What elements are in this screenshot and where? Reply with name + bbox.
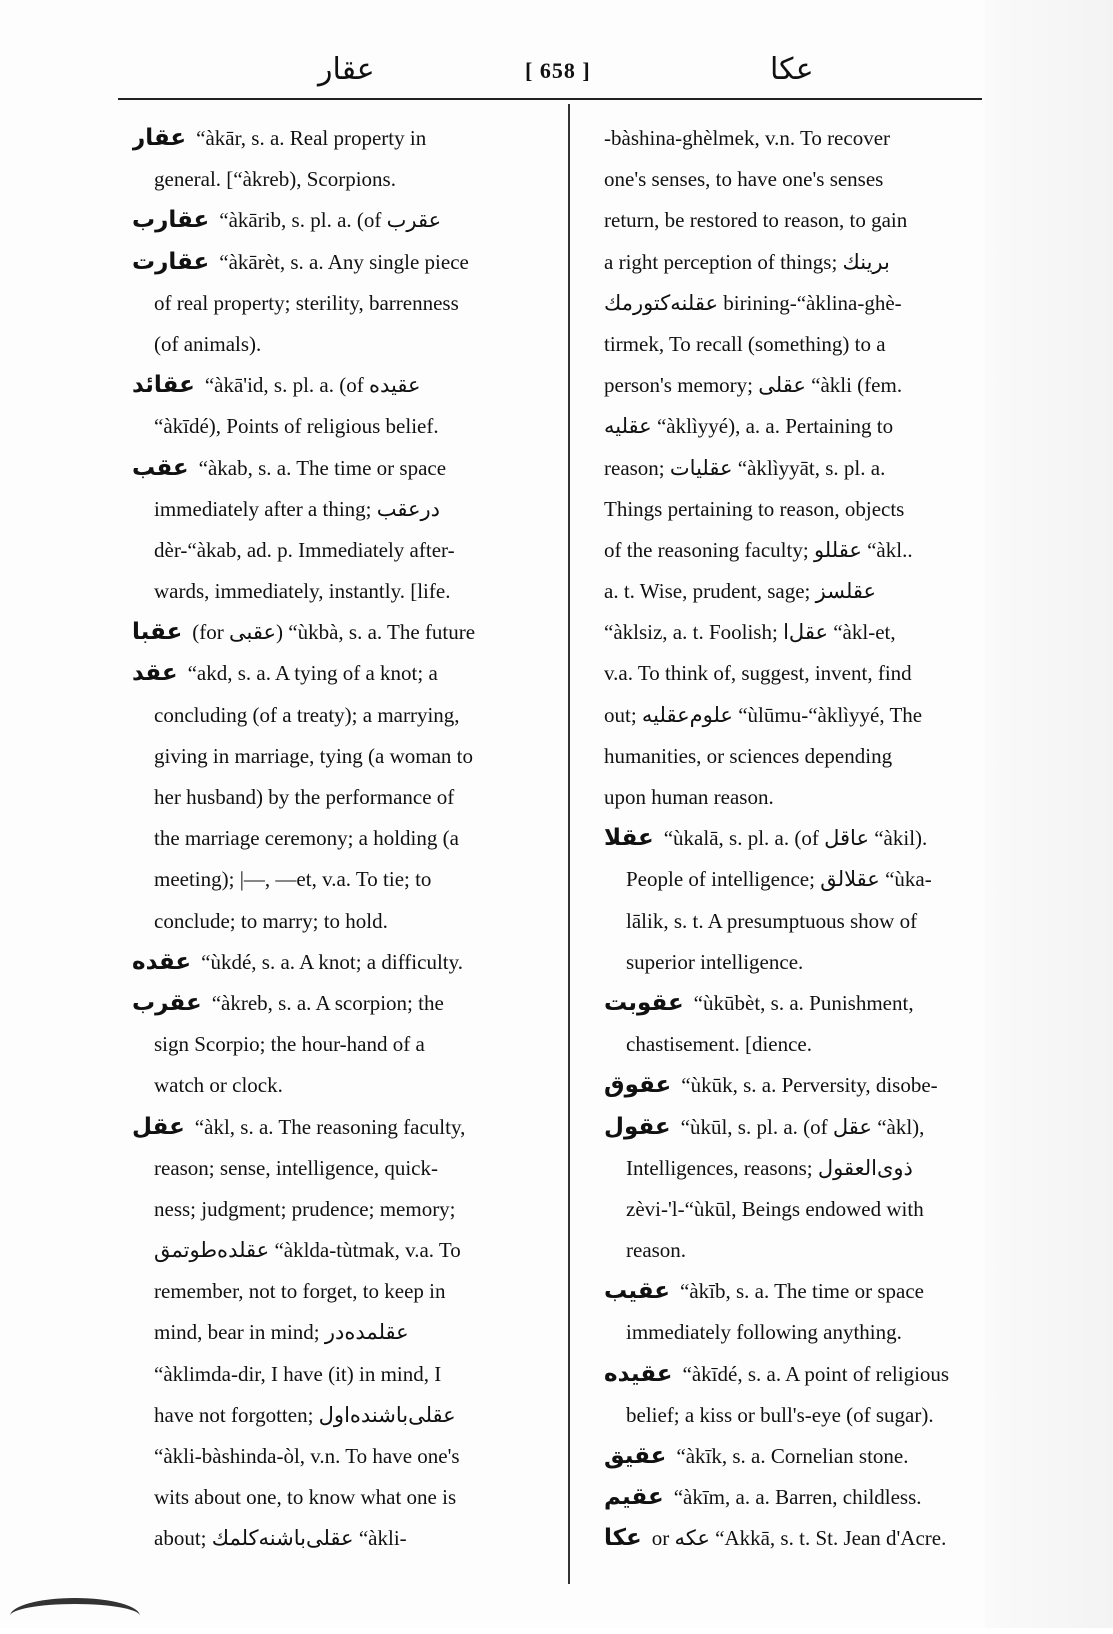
entry-text: meeting); |—, —et, v.a. To tie; to	[154, 867, 432, 892]
entry-text: “àkīk, s. a. Cornelian stone.	[676, 1444, 909, 1468]
arabic-headword: عقده	[132, 948, 192, 975]
dictionary-entry-headword-line	[132, 653, 558, 694]
dictionary-text-line	[132, 406, 558, 447]
dictionary-text-line	[132, 777, 558, 818]
header-right-catchword: عكا	[770, 52, 814, 87]
entry-text: out; علوم‌عقليه “ùlūmu-“àklìyyé, The	[604, 702, 923, 727]
dictionary-entry-headword-line	[132, 942, 558, 983]
dictionary-text-line	[604, 942, 988, 983]
arabic-headword: عقبا	[132, 619, 183, 646]
dictionary-text-line	[132, 1148, 558, 1189]
dictionary-entry-headword-line	[604, 1354, 988, 1395]
arabic-headword: عكا	[604, 1525, 642, 1552]
dictionary-text-line	[604, 1189, 988, 1230]
dictionary-text-line	[604, 365, 988, 406]
dictionary-text-line	[604, 406, 988, 447]
arabic-headword: عقول	[604, 1113, 671, 1140]
header-rule	[118, 98, 982, 100]
entry-text: “àkārib, s. pl. a. (of عقرب	[219, 208, 442, 233]
entry-text: return, be restored to reason, to gain	[604, 208, 908, 233]
dictionary-text-line	[132, 1354, 558, 1395]
dictionary-text-line	[604, 653, 988, 694]
entry-text: of the reasoning faculty; عقللو “àkl..	[604, 537, 913, 562]
arabic-headword: عقائد	[132, 372, 195, 399]
entry-text: “àkli-bàshinda-òl, v.n. To have one's	[154, 1444, 460, 1468]
dictionary-text-line	[132, 1271, 558, 1312]
dictionary-text-line	[132, 489, 558, 530]
entry-text: wits about one, to know what one is	[154, 1485, 457, 1510]
entry-text: the marriage ceremony; a holding (a	[154, 826, 459, 851]
entry-text: dèr-“àkab, ad. p. Immediately after-	[154, 537, 455, 562]
entry-text: “àkīdé, s. a. A point of religious	[682, 1361, 950, 1386]
entry-text: v.a. To think of, suggest, invent, find	[604, 661, 912, 686]
dictionary-text-line	[132, 1518, 558, 1559]
dictionary-entry-headword-line	[604, 1271, 988, 1312]
dictionary-entry-headword-line	[132, 365, 558, 406]
dictionary-text-line	[604, 530, 988, 571]
dictionary-entry-headword-line	[132, 612, 558, 653]
dictionary-text-line	[132, 1312, 558, 1353]
dictionary-entry-headword-line	[132, 118, 558, 159]
entry-text: mind, bear in mind; عقلمده‌در	[154, 1320, 409, 1345]
entry-text: “ùkūk, s. a. Perversity, disobe-	[681, 1073, 938, 1098]
entry-text: chastisement. [dience.	[626, 1032, 813, 1057]
dictionary-text-line	[132, 695, 558, 736]
entry-text: tirmek, To recall (something) to a	[604, 331, 886, 356]
entry-text: “àkār, s. a. Real property in	[196, 126, 427, 150]
dictionary-text-line	[132, 1230, 558, 1271]
entry-text: “akd, s. a. A tying of a knot; a	[187, 661, 438, 686]
entry-text: a. t. Wise, prudent, sage; عقلسز	[604, 579, 877, 604]
arabic-headword: عقوق	[604, 1072, 672, 1099]
dictionary-entry-headword-line	[132, 448, 558, 489]
dictionary-entry-headword-line	[604, 983, 988, 1024]
dictionary-text-line	[604, 859, 988, 900]
entry-text: watch or clock.	[154, 1073, 283, 1098]
dictionary-text-line	[132, 901, 558, 942]
dictionary-entry-headword-line	[604, 1436, 988, 1477]
dictionary-text-line	[604, 571, 988, 612]
dictionary-entry-headword-line	[132, 200, 558, 241]
entry-text: “ùkūbèt, s. a. Punishment,	[693, 990, 914, 1015]
arabic-headword: عقيم	[604, 1484, 664, 1511]
entry-text: Intelligences, reasons; ذوى‌العقول	[626, 1155, 913, 1180]
entry-text: reason.	[626, 1238, 687, 1263]
dictionary-text-line	[132, 818, 558, 859]
dictionary-text-line	[604, 777, 988, 818]
entry-text: humanities, or sciences depending	[604, 743, 893, 768]
dictionary-entry-headword-line	[604, 1107, 988, 1148]
dictionary-text-line	[604, 1395, 988, 1436]
dictionary-entry-headword-line	[604, 1477, 988, 1518]
dictionary-text-line	[604, 612, 988, 653]
entry-text: “ùkdé, s. a. A knot; a difficulty.	[201, 949, 464, 974]
dictionary-text-line	[132, 1477, 558, 1518]
arabic-headword: عقيق	[604, 1443, 667, 1469]
dictionary-entry-headword-line	[604, 1065, 988, 1106]
arabic-headword: عقوبت	[604, 989, 684, 1016]
entry-text: concluding (of a treaty); a marrying,	[154, 702, 460, 727]
page-number: [ 658 ]	[525, 58, 591, 83]
dictionary-text-line	[604, 200, 988, 241]
dictionary-text-line	[604, 118, 988, 159]
entry-text: reason; عقليات “àklìyyāt, s. pl. a.	[604, 455, 886, 480]
entry-text: her husband) by the performance of	[154, 785, 455, 809]
header-left-catchword: عقار	[318, 52, 375, 87]
entry-text: upon human reason.	[604, 785, 774, 809]
dictionary-text-line	[604, 448, 988, 489]
entry-text: “ùkūl, s. pl. a. (of عقل “àkl),	[680, 1114, 925, 1139]
entry-text: reason; sense, intelligence, quick-	[154, 1155, 438, 1180]
dictionary-text-line	[604, 159, 988, 200]
dictionary-text-line	[132, 283, 558, 324]
entry-text: lālik, s. t. A presumptuous show of	[626, 908, 918, 933]
dictionary-text-line	[132, 736, 558, 777]
dictionary-entry-headword-line	[604, 818, 988, 859]
entry-text: immediately after a thing; درعقب	[154, 496, 441, 521]
dictionary-text-line	[132, 1189, 558, 1230]
entry-text: wards, immediately, instantly. [life.	[154, 579, 451, 604]
entry-text: general. [“àkreb), Scorpions.	[154, 167, 396, 192]
entry-text: “àkā'id, s. pl. a. (of عقيده	[204, 373, 421, 398]
arabic-headword: عقارب	[132, 207, 210, 234]
entry-text: “àklimda-dir, I have (it) in mind, I	[154, 1361, 442, 1386]
dictionary-text-line	[604, 736, 988, 777]
entry-text: عقلنه‌كتورمك birining-“àklina-ghè-	[604, 290, 902, 315]
entry-text: People of intelligence; عقلالق “ùka-	[626, 867, 932, 892]
entry-text: belief; a kiss or bull's-eye (of sugar).	[626, 1402, 934, 1427]
entry-text: “àkīb, s. a. The time or space	[680, 1279, 924, 1304]
entry-text: person's memory; عقلى “àkli (fem.	[604, 373, 903, 398]
entry-text: “àkīm, a. a. Barren, childless.	[673, 1485, 922, 1510]
arabic-headword: عقد	[132, 660, 178, 687]
entry-text: عقليه “àklìyyé), a. a. Pertaining to	[604, 414, 894, 439]
entry-text: immediately following anything.	[626, 1320, 902, 1345]
dictionary-text-line	[604, 1024, 988, 1065]
dictionary-text-line	[604, 695, 988, 736]
entry-text: “àkīdé), Points of religious belief.	[154, 414, 439, 439]
dictionary-text-line	[604, 901, 988, 942]
entry-text: remember, not to forget, to keep in	[154, 1279, 446, 1304]
dictionary-entry-headword-line	[132, 242, 558, 283]
dictionary-entry-headword-line	[604, 1518, 988, 1559]
entry-text: one's senses, to have one's senses	[604, 167, 884, 192]
dictionary-text-line	[604, 242, 988, 283]
entry-text: “àkārèt, s. a. Any single piece	[219, 249, 469, 274]
arabic-headword: عقارت	[132, 248, 210, 275]
dictionary-text-line	[132, 1436, 558, 1477]
entry-text: zèvi-'l-“ùkūl, Beings endowed with	[626, 1196, 924, 1221]
dictionary-text-line	[132, 571, 558, 612]
scan-edge-shadow	[985, 0, 1113, 1628]
dictionary-text-line	[604, 489, 988, 530]
column-divider	[568, 104, 570, 1584]
dictionary-text-line	[132, 1024, 558, 1065]
dictionary-text-line	[132, 324, 558, 365]
dictionary-text-line	[604, 1148, 988, 1189]
dictionary-text-line	[132, 1395, 558, 1436]
entry-text: about; عقلى‌باشنه‌كلمك “àkli-	[154, 1526, 407, 1551]
dictionary-entry-headword-line	[132, 983, 558, 1024]
entry-text: giving in marriage, tying (a woman to	[154, 743, 474, 768]
arabic-headword: عقب	[132, 454, 189, 481]
entry-text: “àkl, s. a. The reasoning faculty,	[194, 1114, 466, 1139]
entry-text: “àkab, s. a. The time or space	[198, 455, 447, 480]
entry-text: of real property; sterility, barrenness	[154, 290, 459, 315]
dictionary-text-line	[132, 530, 558, 571]
dictionary-text-line	[132, 859, 558, 900]
arabic-headword: عقلا	[604, 825, 654, 852]
entry-text: -bàshina-ghèlmek, v.n. To recover	[604, 126, 891, 150]
entry-text: “àkreb, s. a. A scorpion; the	[211, 990, 444, 1015]
dictionary-text-line	[132, 159, 558, 200]
arabic-headword: عقل	[132, 1113, 185, 1140]
entry-text: عقلده‌طوتمق “àklda-tùtmak, v.a. To	[154, 1238, 461, 1263]
arabic-headword: عقار	[132, 125, 187, 151]
dictionary-text-line	[132, 1065, 558, 1106]
page-header	[0, 52, 1113, 92]
entry-text: sign Scorpio; the hour-hand of a	[154, 1032, 425, 1057]
entry-text: superior intelligence.	[626, 949, 804, 974]
right-column	[604, 118, 988, 1560]
dictionary-text-line	[604, 1230, 988, 1271]
arabic-headword: عقيب	[604, 1278, 671, 1305]
entry-text: have not forgotten; عقلى‌باشنده‌اول	[154, 1402, 456, 1427]
entry-text: or عكه “Akkā, s. t. St. Jean d'Acre.	[651, 1526, 947, 1551]
dictionary-text-line	[604, 1312, 988, 1353]
dictionary-text-line	[604, 324, 988, 365]
left-column	[132, 118, 558, 1560]
arabic-headword: عقيده	[604, 1360, 673, 1387]
entry-text: (for عقبى) “ùkbà, s. a. The future	[192, 620, 476, 645]
dictionary-text-line	[604, 283, 988, 324]
entry-text: conclude; to marry; to hold.	[154, 908, 388, 933]
entry-text: “ùkalā, s. pl. a. (of عاقل “àkil).	[663, 826, 928, 851]
entry-text: ness; judgment; prudence; memory;	[154, 1196, 456, 1221]
entry-text: (of animals).	[154, 331, 262, 356]
entry-text: “àklsiz, a. t. Foolish; عقل‌ا “àkl-et,	[604, 620, 896, 645]
entry-text: Things pertaining to reason, objects	[604, 496, 905, 521]
entry-text: a right perception of things; برينك	[604, 249, 890, 274]
arabic-headword: عقرب	[132, 989, 202, 1016]
scan-corner-artifact	[10, 1598, 140, 1634]
dictionary-entry-headword-line	[132, 1107, 558, 1148]
